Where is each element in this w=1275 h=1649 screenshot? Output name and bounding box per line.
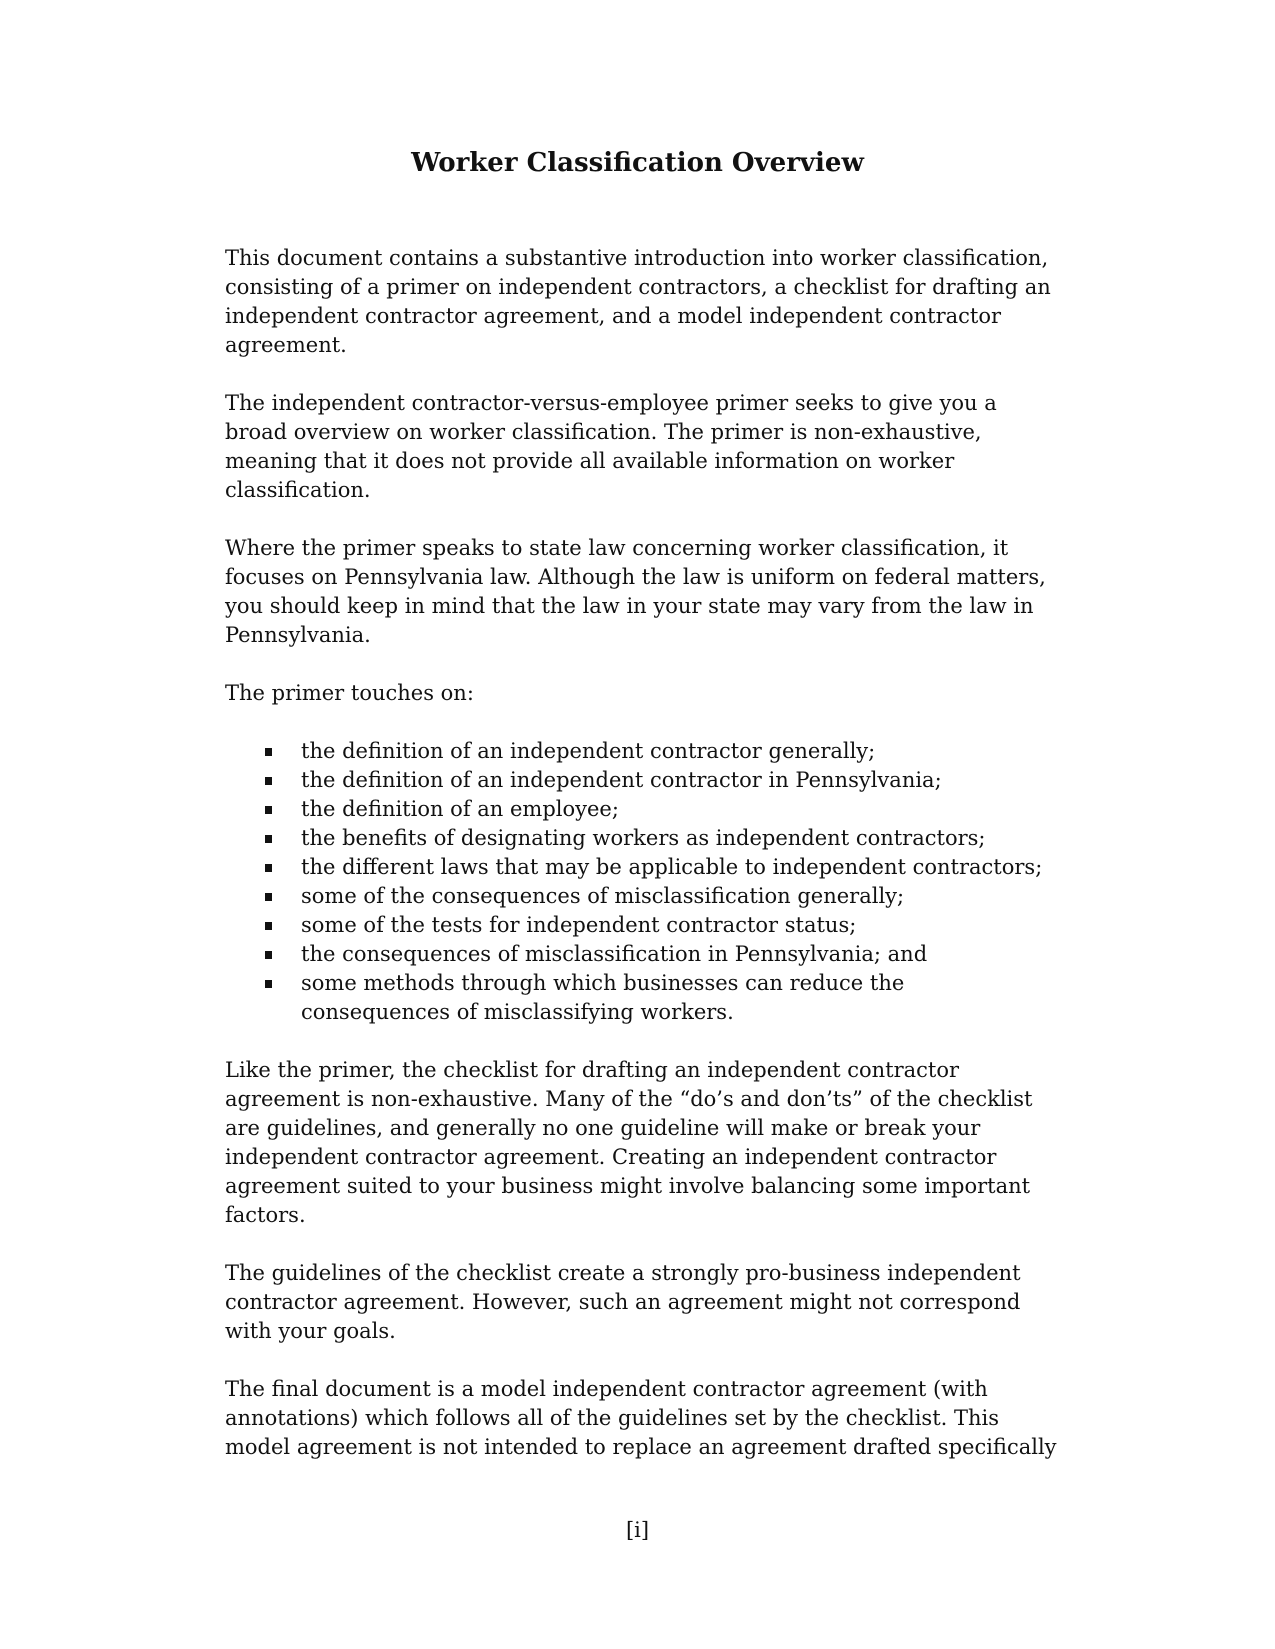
text-line: The final document is a model independent contractor agreement (with	[225, 1377, 988, 1401]
text-line: some of the tests for independent contractor status;	[301, 913, 857, 937]
text-line: the definition of an employee;	[301, 797, 619, 821]
text-line: you should keep in mind that the law in your state may vary from the law in	[225, 594, 1034, 618]
text-line: The independent contractor-versus-employee primer seeks to give you a	[225, 391, 997, 415]
text-line: consequences of misclassifying workers.	[301, 1000, 734, 1024]
text-line: The guidelines of the checklist create a strongly pro-business independent	[225, 1261, 1021, 1285]
text-line: Pennsylvania.	[225, 623, 371, 647]
list-item	[225, 824, 1065, 853]
text-line: the definition of an independent contractor in Pennsylvania;	[301, 768, 942, 792]
list-item	[225, 737, 1065, 766]
square-bullet-icon	[265, 980, 272, 988]
text-line: the different laws that may be applicable to independent contractors;	[301, 855, 1043, 879]
text-line: independent contractor agreement. Creating an independent contractor	[225, 1145, 997, 1169]
text-line: meaning that it does not provide all available information on worker	[225, 449, 955, 473]
text-line: consisting of a primer on independent contractors, a checklist for drafting an	[225, 275, 1051, 299]
text-line: model agreement is not intended to replace an agreement drafted specifically	[225, 1435, 1057, 1459]
list-item	[225, 795, 1065, 824]
text-line: focuses on Pennsylvania law. Although the law is uniform on federal matters,	[225, 565, 1046, 589]
list-item	[225, 969, 1065, 1027]
text-line: some methods through which businesses can reduce the	[301, 971, 905, 995]
text-line: independent contractor agreement, and a model independent contractor	[225, 304, 1002, 328]
square-bullet-icon	[265, 893, 272, 901]
text-line: classification.	[225, 478, 371, 502]
intro-paragraph	[225, 244, 1065, 360]
text-line: the consequences of misclassification in Pennsylvania; and	[301, 942, 928, 966]
square-bullet-icon	[265, 806, 272, 814]
text-line: Like the primer, the checklist for drafting an independent contractor	[225, 1058, 960, 1082]
text-line: agreement suited to your business might involve balancing some important	[225, 1174, 1031, 1198]
topics-list	[225, 737, 1065, 1027]
text-line: This document contains a substantive introduction into worker classification,	[225, 246, 1049, 270]
text-line: agreement is non-exhaustive. Many of the “do’s and don’ts” of the checklist	[225, 1087, 1033, 1111]
text-line: agreement.	[225, 333, 347, 357]
square-bullet-icon	[265, 922, 272, 930]
text-line: with your goals.	[225, 1319, 396, 1343]
square-bullet-icon	[265, 777, 272, 785]
model-agreement-paragraph	[225, 1375, 1065, 1462]
page-title: Worker Classification Overview	[411, 148, 864, 178]
square-bullet-icon	[265, 748, 272, 756]
text-line: are guidelines, and generally no one guideline will make or break your	[225, 1116, 981, 1140]
state-law-paragraph	[225, 534, 1065, 650]
square-bullet-icon	[265, 835, 272, 843]
text-line: Where the primer speaks to state law concerning worker classification, it	[225, 536, 1009, 560]
text-line: factors.	[225, 1203, 306, 1227]
text-line: The primer touches on:	[225, 681, 474, 705]
guidelines-paragraph	[225, 1259, 1065, 1346]
text-line: the definition of an independent contractor generally;	[301, 739, 876, 763]
primer-paragraph	[225, 389, 1065, 505]
document-body	[225, 244, 1065, 1491]
text-line: contractor agreement. However, such an agreement might not correspond	[225, 1290, 1021, 1314]
checklist-paragraph	[225, 1056, 1065, 1230]
text-line: some of the consequences of misclassification generally;	[301, 884, 905, 908]
bullets-intro	[225, 679, 1065, 708]
text-line: the benefits of designating workers as independent contractors;	[301, 826, 986, 850]
page-number: [i]	[625, 1518, 650, 1542]
square-bullet-icon	[265, 864, 272, 872]
list-item	[225, 882, 1065, 911]
text-line: annotations) which follows all of the guidelines set by the checklist. This	[225, 1406, 1000, 1430]
list-item	[225, 911, 1065, 940]
list-item	[225, 853, 1065, 882]
list-item	[225, 766, 1065, 795]
list-item	[225, 940, 1065, 969]
square-bullet-icon	[265, 951, 272, 959]
text-line: broad overview on worker classification. The primer is non-exhaustive,	[225, 420, 982, 444]
